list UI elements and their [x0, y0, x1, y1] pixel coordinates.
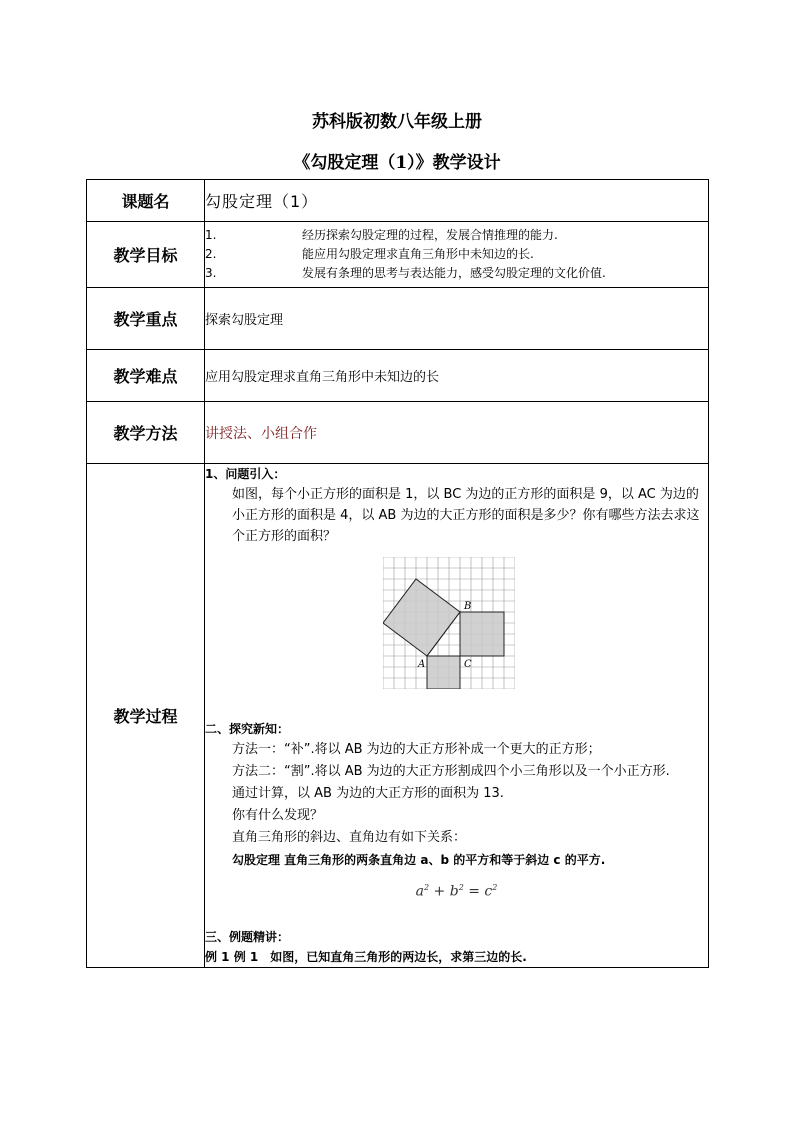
row-topic	[87, 180, 709, 222]
pythagoras-grid-figure	[383, 557, 515, 689]
label-method: 教学方法	[87, 402, 205, 464]
goal-item: 3. 发展有条理的思考与表达能力，感受勾股定理的文化价值.	[205, 266, 606, 280]
explore-line: 直角三角形的斜边、直角边有如下关系：	[232, 830, 467, 845]
theorem-statement: 勾股定理 直角三角形的两条直角边 a、b 的平方和等于斜边 c 的平方.	[232, 853, 606, 867]
square-bc	[460, 612, 504, 656]
key-value: 探索勾股定理	[205, 288, 709, 350]
square-ab	[383, 579, 460, 656]
section-intro-text: 如图，每个小正方形的面积是 1，以 BC 为边的正方形的面积是 9，以 AC 为边的小正方形的面积是 4，以 AB 为边的大正方形的面积是多少？你有哪些方法去求这个正方形的面积？	[232, 487, 700, 544]
vertex-label-c: C	[464, 659, 472, 670]
label-key: 教学重点	[87, 288, 205, 350]
lesson-table	[86, 179, 709, 968]
explore-line: 通过计算，以 AB 为边的大正方形的面积为 13.	[232, 786, 504, 801]
row-method	[87, 402, 709, 464]
example-1: 例 1 例 1 如图，已知直角三角形的两边长，求第三边的长.	[205, 949, 527, 964]
label-process: 教学过程	[87, 464, 205, 968]
section-example-title: 三、例题精讲：	[205, 929, 290, 944]
process-content	[205, 464, 709, 968]
row-process	[87, 464, 709, 968]
label-goals: 教学目标	[87, 222, 205, 288]
row-goals	[87, 222, 709, 288]
difficulty-value: 应用勾股定理求直角三角形中未知边的长	[205, 350, 709, 402]
section-explore-title: 二、探究新知：	[205, 722, 290, 736]
row-difficulty	[87, 350, 709, 402]
pythagorean-formula: $a^2 + b^2 = c^2$	[415, 883, 498, 900]
square-ac	[427, 656, 460, 689]
explore-line: 方法一：“补”.将以 AB 为边的大正方形补成一个更大的正方形；	[232, 742, 601, 757]
vertex-label-b: B	[464, 601, 472, 612]
doc-subtitle: 苏科版初数八年级上册	[312, 112, 482, 132]
row-key	[87, 288, 709, 350]
goals-list	[205, 222, 709, 288]
section-intro-title: 1、问题引入：	[205, 467, 286, 481]
goal-item: 2. 能应用勾股定理求直角三角形中未知边的长.	[205, 247, 534, 261]
explore-line: 你有什么发现？	[232, 808, 324, 823]
goal-item: 1. 经历探索勾股定理的过程，发展合情推理的能力.	[205, 228, 558, 242]
doc-title: 《勾股定理（1）》教学设计	[293, 153, 501, 173]
label-difficulty: 教学难点	[87, 350, 205, 402]
method-value: 讲授法、小组合作	[205, 402, 709, 464]
vertex-label-a: A	[418, 659, 426, 670]
topic-value: 勾股定理（1）	[205, 180, 709, 222]
label-topic: 课题名	[87, 180, 205, 222]
explore-line: 方法二：“割”.将以 AB 为边的大正方形割成四个小三角形以及一个小正方形.	[232, 764, 670, 779]
